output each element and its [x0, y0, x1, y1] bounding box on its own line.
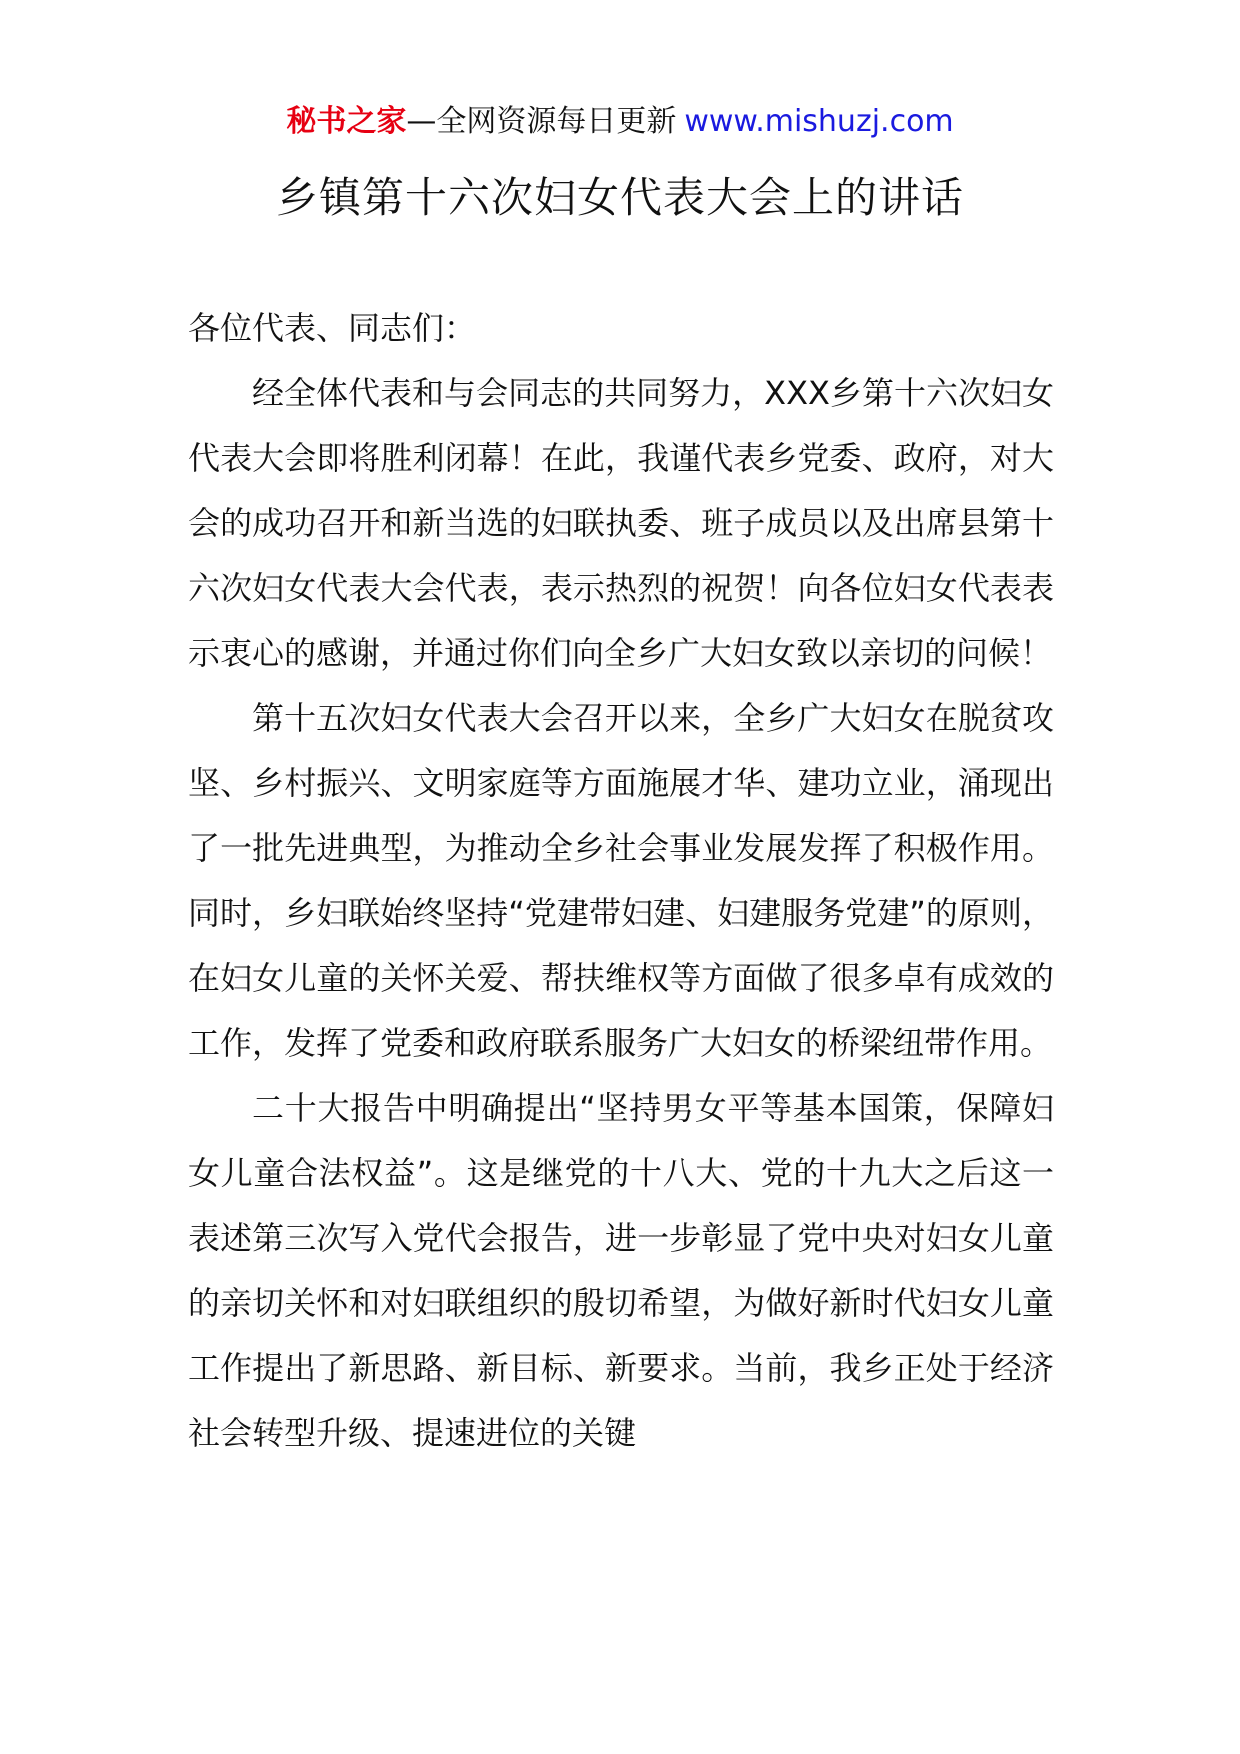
site-header	[0, 100, 1240, 144]
paragraph-1: 经全体代表和与会同志的共同努力，XXX乡第十六次妇女代表大会即将胜利闭幕！在此，我谨代表乡党委、政府，对大会的成功召开和新当选的妇联执委、班子成员以及出席县第十六次妇女代表大会代表，表示热烈的祝贺！向各位妇女代表表示衷心的感谢，并通过你们向全乡广大妇女致以亲切的问候！	[188, 374, 1054, 672]
paragraph-2: 第十五次妇女代表大会召开以来，全乡广大妇女在脱贫攻坚、乡村振兴、文明家庭等方面施展才华、建功立业，涌现出了一批先进典型，为推动全乡社会事业发展发挥了积极作用。同时，乡妇联始终坚持“党建带妇建、妇建服务党建”的原则，在妇女儿童的关怀关爱、帮扶维权等方面做了很多卓有成效的工作，发挥了党委和政府联系服务广大妇女的桥梁纽带作用。	[188, 699, 1054, 1062]
document-body	[188, 296, 1054, 1466]
site-url-link[interactable]: www.mishuzj.com	[684, 104, 954, 139]
paragraph-3: 二十大报告中明确提出“坚持男女平等基本国策，保障妇女儿童合法权益”。这是继党的十八大、党的十九大之后这一表述第三次写入党代会报告，进一步彰显了党中央对妇女儿童的亲切关怀和对妇联组织的殷切希望，为做好新时代妇女儿童工作提出了新思路、新目标、新要求。当前，我乡正处于经济社会转型升级、提速进位的关键	[188, 1089, 1054, 1452]
brand-name: 秘书之家	[286, 104, 407, 139]
site-slogan: —全网资源每日更新	[406, 104, 677, 139]
salutation: 各位代表、同志们：	[188, 309, 477, 347]
document-title: 乡镇第十六次妇女代表大会上的讲话	[275, 173, 964, 222]
